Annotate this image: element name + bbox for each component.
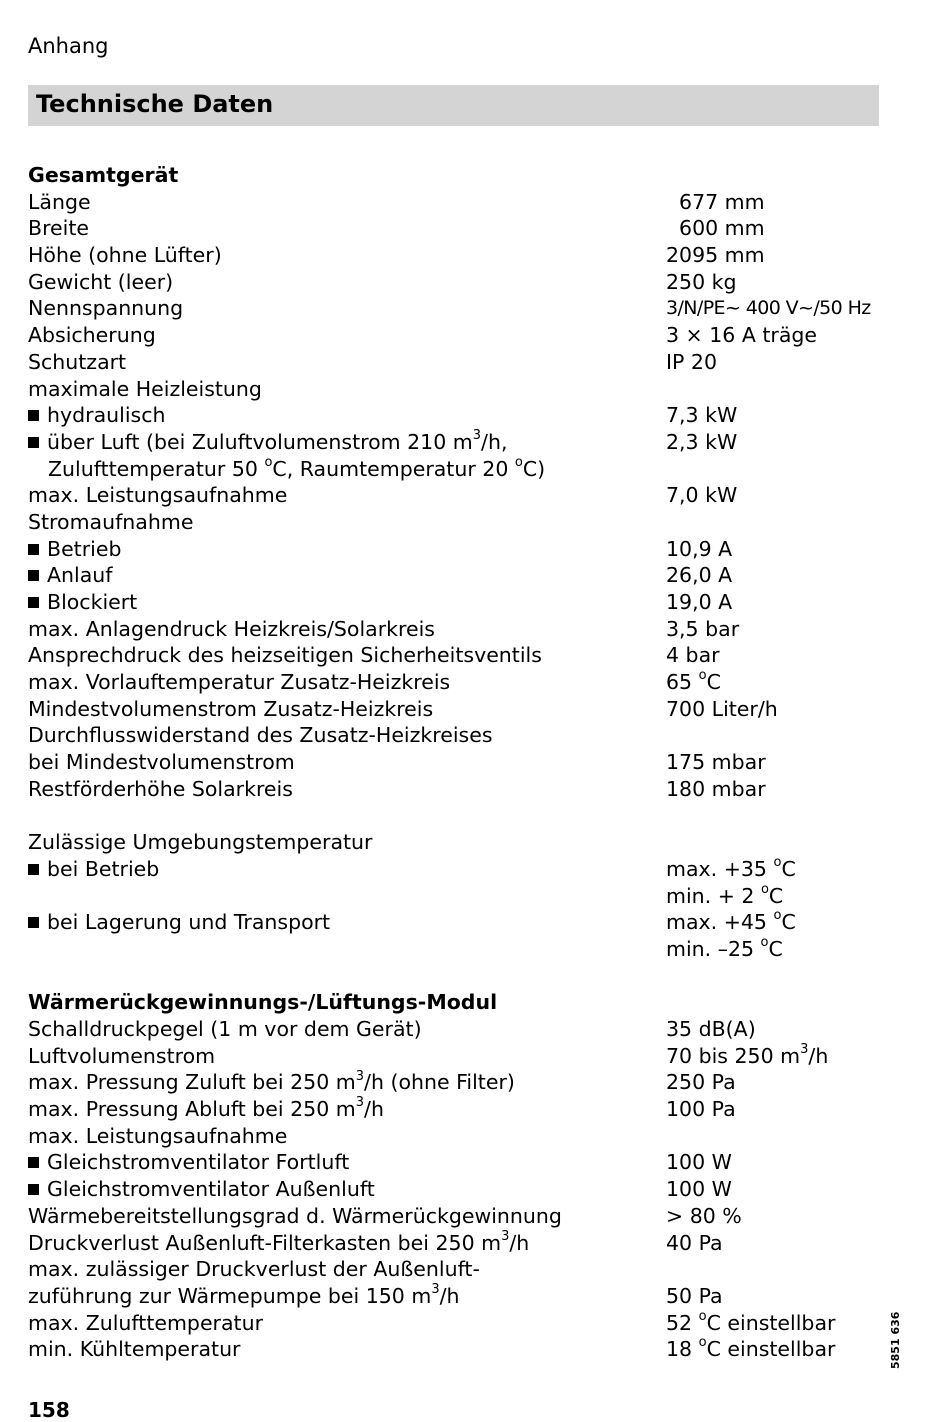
spec-row (28, 856, 908, 883)
spec-label-text: max. Leistungsaufnahme (28, 1123, 288, 1148)
spec-row (28, 189, 908, 216)
bullet-square-icon (28, 437, 39, 448)
spec-label (28, 642, 542, 669)
spec-label-text: Wärmerückgewinnungs-/Lüftungs-Modul (28, 990, 498, 1015)
spec-label-text: max. Anlagendruck Heizkreis/Solarkreis (28, 616, 435, 641)
spec-row (28, 1069, 908, 1096)
spec-label (28, 829, 372, 856)
spec-label (28, 402, 165, 429)
spec-label-text: Schutzart (28, 349, 127, 374)
spec-label-text: über Luft (bei Zuluftvolumenstrom 210 $m^3/h$, (47, 428, 508, 454)
spec-label-text: Schalldruckpegel (1 m vor dem Gerät) (28, 1017, 422, 1041)
spec-row (28, 589, 908, 616)
spec-label (28, 536, 121, 563)
spec-label-text: Ansprechdruck des heizseitigen Sicherheitsventils (28, 643, 542, 668)
spec-value: 3,5 bar (666, 616, 740, 641)
spec-row (28, 269, 908, 296)
spec-row (28, 376, 908, 403)
spec-value: 180 mbar (666, 776, 766, 801)
spec-label-text: min. Kühltemperatur (28, 1337, 241, 1362)
spec-label (28, 669, 450, 696)
spec-label (28, 456, 545, 483)
spec-value: min. –25 $^o$C (666, 935, 783, 961)
spec-label (28, 909, 330, 936)
spec-label-text: bei Mindestvolumenstrom (28, 750, 295, 775)
spec-label-text: Anlauf (47, 563, 113, 588)
spec-label (28, 509, 193, 536)
spec-label-text: hydraulisch (47, 403, 166, 428)
spec-row (28, 1336, 908, 1363)
spec-value: 2095 mm (666, 243, 765, 268)
spec-label-text: Druckverlust Außenluft-Filterkasten bei 250 $m^3/h$ (28, 1228, 530, 1255)
spec-label-text: Restförderhöhe Solarkreis (28, 776, 293, 801)
page-number: 158 (28, 1398, 70, 1422)
section-header: Anhang (28, 34, 109, 58)
spec-value: min. + 2 $^o$C (666, 881, 784, 908)
bullet-square-icon (28, 864, 39, 875)
spec-label-text: max. Zulufttemperatur (28, 1310, 264, 1335)
spec-row (28, 909, 908, 936)
spec-label (28, 1256, 480, 1283)
spec-label (28, 562, 112, 589)
bullet-square-icon (28, 917, 39, 928)
spec-row (28, 215, 908, 242)
spec-label (28, 722, 493, 749)
spec-value: 100 W (666, 1177, 732, 1202)
spec-label (28, 1176, 375, 1203)
spec-value: 7,0 kW (666, 483, 738, 508)
spec-row (28, 1283, 908, 1310)
spec-value: 100 W (666, 1150, 732, 1175)
spec-label (28, 1043, 215, 1070)
spec-value: 677 mm (666, 189, 765, 214)
spec-row (28, 1096, 908, 1123)
spec-value: 7,3 kW (666, 403, 738, 428)
spec-row (28, 536, 908, 563)
spec-label (28, 1123, 287, 1150)
spec-row (28, 509, 908, 536)
spec-value: 65 $^o$C (666, 668, 721, 695)
spec-label-text: Betrieb (47, 536, 122, 561)
spec-row (28, 722, 908, 749)
spec-row (28, 1043, 908, 1070)
spec-row (28, 883, 908, 910)
spec-row (28, 616, 908, 643)
spec-row (28, 776, 908, 803)
spec-value: 3/N/PE~ 400 V~/50 Hz (666, 297, 871, 320)
spec-label (28, 322, 156, 349)
spec-label-text: max. Pressung Zuluft bei 250 $m^3/h$ (ohne Filter) (28, 1068, 515, 1095)
spec-label (28, 269, 173, 296)
spec-label (28, 776, 293, 803)
spec-label (28, 1310, 263, 1337)
spec-label-text: Mindestvolumenstrom Zusatz-Heizkreis (28, 696, 434, 721)
spec-row (28, 1256, 908, 1283)
spec-label (28, 376, 262, 403)
spec-label-text: bei Lagerung und Transport (47, 910, 331, 935)
spec-value: 100 Pa (666, 1097, 736, 1122)
spec-row (28, 829, 908, 856)
spec-label-text: Breite (28, 216, 89, 241)
spec-label (28, 589, 137, 616)
spec-value: 18 $^o$C einstellbar (666, 1335, 836, 1362)
spec-label (28, 189, 91, 216)
title-bar (28, 85, 879, 126)
spec-row (28, 1310, 908, 1337)
spec-value: 700 Liter/h (666, 696, 778, 721)
spec-row (28, 429, 908, 456)
spec-value: 19,0 A (666, 590, 733, 614)
spec-value: 26,0 A (666, 563, 733, 588)
spec-label (28, 1283, 460, 1310)
spec-value: 250 Pa (666, 1070, 736, 1095)
spec-label (28, 295, 183, 322)
spec-value: 35 dB(A) (666, 1017, 756, 1041)
spec-label-text: Gewicht (leer) (28, 269, 174, 294)
spec-label (28, 1096, 384, 1123)
spec-label (28, 482, 287, 509)
spec-label-text: Gesamtgerät (28, 163, 179, 187)
spec-row (28, 1123, 908, 1150)
spec-label-text: Höhe (ohne Lüfter) (28, 243, 222, 268)
spec-row (28, 482, 908, 509)
spec-label (28, 616, 435, 643)
spec-label-text: Länge (28, 189, 91, 214)
section-heading-row (28, 162, 908, 189)
spec-label-text: zuführung zur Wärmepumpe bei 150 $m^3/h$ (28, 1282, 460, 1308)
spec-label-text: max. Leistungsaufnahme (28, 483, 288, 508)
spec-label (28, 856, 159, 883)
spec-row (28, 749, 908, 776)
spec-value: max. +45 $^o$C (666, 908, 796, 935)
spec-row (28, 1203, 908, 1230)
spec-label-text: Luftvolumenstrom (28, 1043, 216, 1068)
spec-label-text: maximale Heizleistung (28, 376, 262, 401)
spec-label (28, 696, 433, 723)
spec-row (28, 242, 908, 269)
spec-label-text: Zulässige Umgebungstemperatur (28, 830, 373, 855)
spec-value: IP 20 (666, 349, 718, 374)
spec-row (28, 1230, 908, 1257)
spec-value: 600 mm (666, 216, 765, 241)
spec-value: 250 kg (666, 269, 737, 294)
section-heading (28, 989, 497, 1016)
spec-value: 2,3 kW (666, 429, 738, 454)
spec-label-text: Zulufttemperatur 50 $^o$C, Raumtemperatur 20 $^o$C) (48, 454, 546, 481)
spec-label-text: Durchflusswiderstand des Zusatz-Heizkreises (28, 723, 493, 748)
spec-row (28, 1149, 908, 1176)
bullet-square-icon (28, 597, 39, 608)
doc-number: 5851 636 (889, 1311, 902, 1369)
spec-value: 4 bar (666, 643, 720, 668)
spec-row (28, 295, 908, 322)
spec-label-text: Blockiert (47, 590, 138, 614)
spec-row (28, 456, 908, 483)
spec-value: 3 × 16 A träge (666, 323, 818, 348)
page-title: Technische Daten (36, 90, 274, 118)
spec-table (28, 162, 908, 1363)
bullet-square-icon (28, 410, 39, 421)
spec-value: 40 Pa (666, 1230, 723, 1255)
spec-label (28, 1230, 529, 1257)
spec-row (28, 562, 908, 589)
spec-label (28, 1069, 515, 1096)
section-heading (28, 162, 178, 189)
spec-label-text: Absicherung (28, 323, 156, 348)
spec-value: max. +35 $^o$C (666, 855, 796, 881)
spec-value: 10,9 A (666, 536, 733, 561)
spec-label (28, 242, 222, 269)
spec-row (28, 696, 908, 723)
spec-label (28, 1149, 349, 1176)
spec-value: > 80 % (666, 1203, 742, 1228)
spec-row (28, 1176, 908, 1203)
bullet-square-icon (28, 1184, 39, 1195)
spec-value: 52 $^o$C einstellbar (666, 1308, 836, 1335)
bullet-square-icon (28, 544, 39, 555)
bullet-square-icon (28, 1157, 39, 1168)
spacer-row (28, 803, 908, 830)
doc-number-wrap (889, 1311, 946, 1382)
spec-value: 70 bis 250 $m^3/h$ (666, 1041, 829, 1068)
spec-row (28, 936, 908, 963)
spec-label-text: max. Pressung Abluft bei 250 $m^3/h$ (28, 1095, 384, 1122)
spec-label-text: Stromaufnahme (28, 509, 194, 534)
spec-label-text: Gleichstromventilator Außenluft (47, 1177, 375, 1202)
spec-label (28, 215, 89, 242)
spec-label (28, 1016, 422, 1043)
spec-row (28, 402, 908, 429)
spec-label-text: max. zulässiger Druckverlust der Außenluft- (28, 1257, 480, 1282)
spec-value: 50 Pa (666, 1283, 723, 1308)
spec-row (28, 669, 908, 696)
section-heading-row (28, 989, 908, 1016)
spec-label (28, 1203, 562, 1230)
spec-row (28, 642, 908, 669)
spec-label (28, 349, 126, 376)
spec-label (28, 1336, 241, 1363)
spec-label-text: Nennspannung (28, 296, 184, 321)
spec-row (28, 1016, 908, 1043)
bullet-square-icon (28, 570, 39, 581)
spec-row (28, 349, 908, 376)
spec-label (28, 749, 295, 776)
spec-row (28, 322, 908, 349)
spec-label-text: Wärmebereitstellungsgrad d. Wärmerückgewinnung (28, 1203, 562, 1228)
spec-label (28, 429, 507, 456)
spacer-row (28, 963, 908, 990)
spec-label-text: bei Betrieb (47, 856, 160, 881)
spec-label-text: Gleichstromventilator Fortluft (47, 1150, 350, 1175)
spec-value: 175 mbar (666, 750, 766, 775)
spec-label-text: max. Vorlauftemperatur Zusatz-Heizkreis (28, 670, 451, 695)
